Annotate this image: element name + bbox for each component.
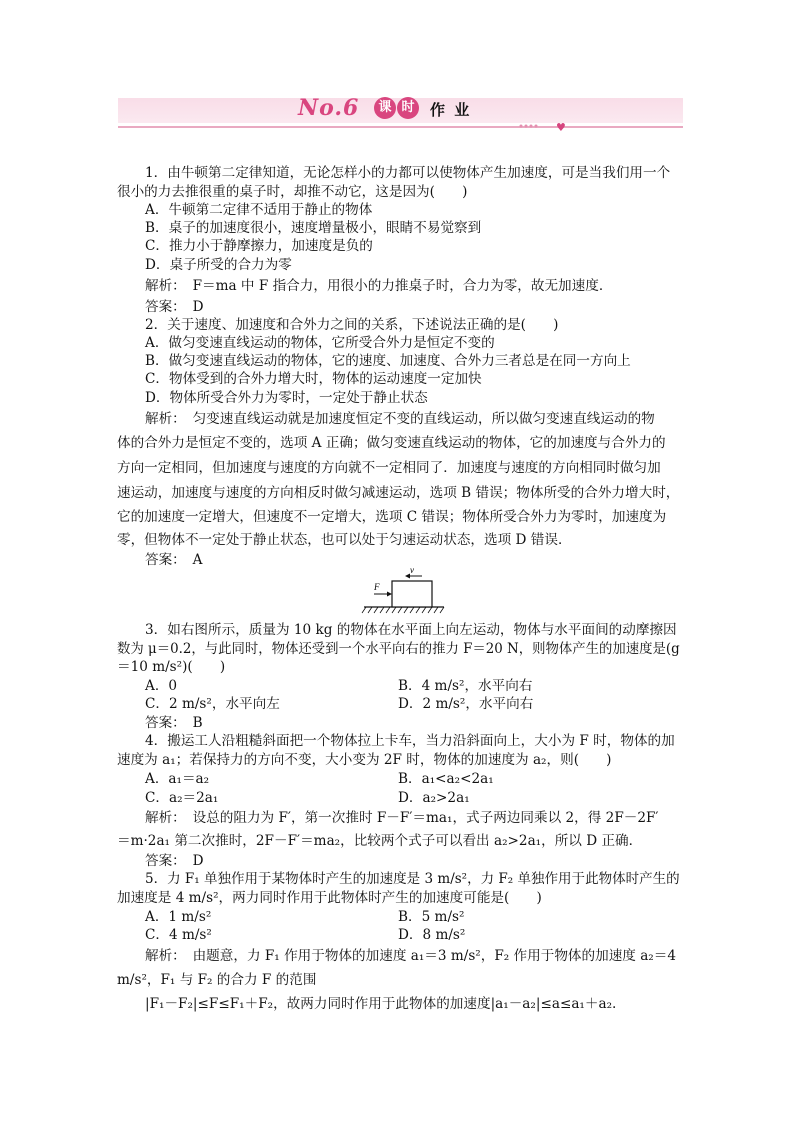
option-line: A．做匀变速直线运动的物体，它所受合外力是恒定不变的 bbox=[145, 335, 495, 351]
text-line: 速度为 a₁；若保持力的方向不变，大小变为 2F 时，物体的加速度为 a₂，则( ) bbox=[117, 752, 612, 768]
analysis-line: 速运动，加速度与速度的方向相反时做匀减速运动，选项 B 错误；物体所受的合外力增大时， bbox=[117, 485, 680, 501]
option-line: A．1 m/s² bbox=[145, 909, 212, 925]
text-line: 5．力 F₁ 单独作用于某物体时产生的加速度是 3 m/s²，力 F₂ 单独作用于此物体时产生的 bbox=[145, 871, 680, 887]
option-line: C．a₂＝2a₁ bbox=[145, 790, 219, 806]
answer-line: 答案： D bbox=[145, 299, 204, 315]
heart-icon: ♥ bbox=[556, 121, 566, 134]
option-line: C．推力小于静摩擦力，加速度是负的 bbox=[145, 238, 373, 254]
option-line: B．a₁<a₂<2a₁ bbox=[398, 771, 494, 787]
analysis-line: 解析： 匀变速直线运动就是加速度恒定不变的直线运动，所以做匀变速直线运动的物 bbox=[145, 411, 655, 427]
text-line: 2．关于速度、加速度和合外力之间的关系，下述说法正确的是( ) bbox=[145, 317, 559, 333]
banner-underline bbox=[118, 126, 683, 128]
banner-dots-icon bbox=[518, 120, 538, 132]
text-line: ＝10 m/s²)( ) bbox=[117, 659, 226, 675]
answer-line: 答案： A bbox=[145, 552, 203, 568]
analysis-line: 解析： F＝ma 中 F 指合力，用很小的力推桌子时，合力为零，故无加速度． bbox=[145, 278, 613, 294]
option-line: B．桌子的加速度很小，速度增量极小，眼睛不易觉察到 bbox=[145, 220, 482, 236]
answer-line: 答案： D bbox=[145, 853, 204, 869]
option-line: B．做匀变速直线运动的物体，它的速度、加速度、合外力三者总是在同一方向上 bbox=[145, 353, 631, 369]
option-line: C．2 m/s²，水平向左 bbox=[145, 696, 280, 712]
force-label: F bbox=[374, 582, 380, 592]
option-line: B．5 m/s² bbox=[398, 909, 465, 925]
analysis-line: 解析： 设总的阻力为 F′，第一次推时 F－F′＝ma₁，式子两边同乘以 2，得 2F－2F′ bbox=[145, 810, 659, 826]
analysis-line: m/s²，F₁ 与 F₂ 的合力 F 的范围 bbox=[117, 972, 317, 988]
option-line: A．a₁＝a₂ bbox=[145, 771, 210, 787]
analysis-line: 解析： 由题意，力 F₁ 作用于物体的加速度 a₁＝3 m/s²，F₂ 作用于物体的加速度 a₂＝4 bbox=[145, 948, 677, 964]
velocity-label: v bbox=[410, 565, 414, 575]
header-circle-char-1: 课 bbox=[374, 97, 396, 119]
text-line: 4．搬运工人沿粗糙斜面把一个物体拉上卡车，当力沿斜面向上，大小为 F 时，物体的加 bbox=[145, 733, 675, 749]
header-suffix: 作 业 bbox=[430, 101, 472, 119]
option-line: D．物体所受合外力为零时，一定处于静止状态 bbox=[145, 390, 428, 406]
analysis-line: 它的加速度一定增大，但速度不一定增大，选项 C 错误；物体所受合外力为零时，加速度为 bbox=[117, 509, 667, 525]
lesson-number: No.6 bbox=[298, 95, 360, 121]
header-circle-char-2: 时 bbox=[397, 97, 419, 119]
option-line: C．4 m/s² bbox=[145, 927, 212, 943]
text-line: 数为 μ＝0.2，与此同时，物体还受到一个水平向右的推力 F＝20 N，则物体产生的加速度是(g bbox=[117, 641, 680, 657]
analysis-line: 零，但物体不一定处于静止状态，也可以处于匀速运动状态，选项 D 错误． bbox=[117, 532, 572, 548]
text-line: 1．由牛顿第二定律知道，无论怎样小的力都可以使物体产生加速度，可是当我们用一个 bbox=[145, 165, 671, 181]
analysis-line: 体的合外力是恒定不变的，选项 A 正确；做匀变速直线运动的物体，它的加速度与合外力的 bbox=[117, 435, 666, 451]
block bbox=[392, 581, 432, 607]
text-line: 很小的力去推很重的桌子时，却推不动它，这是因为( ) bbox=[117, 184, 468, 200]
block-on-surface-figure bbox=[360, 565, 446, 615]
answer-line: 答案： B bbox=[145, 715, 203, 731]
text-line: 加速度是 4 m/s²，两力同时作用于此物体时产生的加速度可能是( ) bbox=[117, 890, 542, 906]
option-line: D．2 m/s²，水平向右 bbox=[398, 696, 534, 712]
option-line: D．8 m/s² bbox=[398, 927, 466, 943]
analysis-line: |F₁－F₂|≤F≤F₁＋F₂，故两力同时作用于此物体的加速度|a₁－a₂|≤a≤a₁＋a₂. bbox=[145, 996, 617, 1012]
option-line: C．物体受到的合外力增大时，物体的运动速度一定加快 bbox=[145, 371, 482, 387]
option-line: D．桌子所受的合力为零 bbox=[145, 257, 292, 273]
lesson-header-banner bbox=[118, 96, 683, 140]
option-line: D．a₂>2a₁ bbox=[398, 790, 470, 806]
option-line: A．0 bbox=[145, 678, 178, 694]
text-line: 3．如右图所示，质量为 10 kg 的物体在水平面上向左运动，物体与水平面间的动摩擦因 bbox=[145, 622, 677, 638]
option-line: B．4 m/s²，水平向右 bbox=[398, 678, 533, 694]
analysis-line: ＝m·2a₁ 第二次推时，2F－F′＝ma₂，比较两个式子可以看出 a₂>2a₁，所以 D 正确． bbox=[117, 833, 643, 849]
analysis-line: 方向一定相同，但加速度与速度的方向就不一定相同了．加速度与速度的方向相同时做匀加 bbox=[117, 460, 661, 476]
option-line: A．牛顿第二定律不适用于静止的物体 bbox=[145, 202, 373, 218]
